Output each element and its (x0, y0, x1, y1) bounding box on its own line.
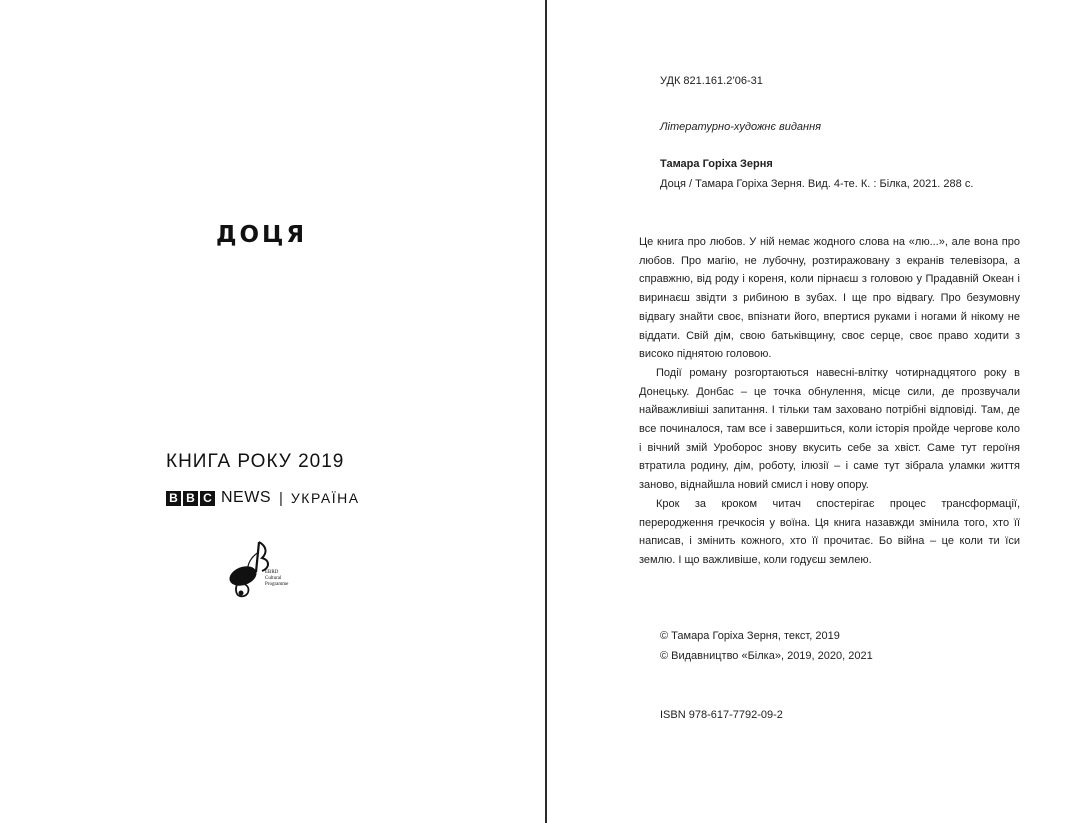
annotation-paragraph: Крок за кроком читач спостерігає процес трансформації, переродження гречкосія у воїна. Ця книга назавжди змінила того, хто її написав, і змінить кожного, хто її прочитає. Бо війна – це коли ти їси землю. І що важливіше, коли годуєш землею. (639, 497, 1020, 566)
ebrd-music-note-icon (226, 538, 306, 600)
udk-code: УДК 821.161.2’06-31 (660, 75, 763, 87)
copyright-publisher: © Видавництво «Білка», 2019, 2020, 2021 (660, 650, 873, 662)
bbc-separator: | (279, 489, 283, 507)
bbc-letter-block: C (200, 491, 215, 506)
ebrd-caption (265, 570, 288, 588)
author-name: Тамара Горіха Зерня (660, 158, 773, 170)
bbc-letter-block: B (183, 491, 198, 506)
bbc-news-label: NEWS (221, 489, 271, 506)
ebrd-caption-line: EBRD (265, 570, 279, 575)
copyright-text: © Тамара Горіха Зерня, текст, 2019 (660, 630, 840, 642)
annotation (639, 233, 1020, 570)
bbc-country-label: УКРАЇНА (290, 490, 360, 506)
genre-label: Літературно-художнє видання (660, 121, 821, 133)
bibliographic-record: Доця / Тамара Горіха Зерня. Вид. 4-те. К. : Білка, 2021. 288 с. (660, 178, 974, 190)
ebrd-caption-line: Programme (265, 582, 289, 587)
annotation-paragraph: Події роману розгортаються навесні-влітку чотирнадцятого року в Донецьку. Донбас – це точка обнулення, місце сили, де прозвучали найважливіші запитання. І тільки там заховано потрібні відповіді. Там, де все починалося, там все і завершиться, коли історія пройде чергове коло і вічний змій Уроборос знову вкусить себе за хвіст. Саме тут героїня втратила родину, дім, роботу, ілюзії – і саме тут зібрала уламки життя заново, віднайшла новий смисл і нову опору. (639, 366, 1020, 492)
isbn: ISBN 978-617-7792-09-2 (660, 709, 783, 721)
right-page (547, 0, 1089, 823)
bbc-letter-block: B (166, 491, 181, 506)
annotation-paragraph: Це книга про любов. У ній немає жодного слова на «лю...», але вона про любов. Про магію, не лубочну, розтиражовану з екранів телевізора, а справжню, від роду і кореня, коли пірнаєш з головою у Прадавній Океан і виринаєш звідти з рибиною в зубах. І ще про відвагу. Про безумовну відвагу знайти своє, впізнати його, впертися руками і ногами й нікому не віддати. Свій дім, свою батьківщину, своє серце, своє право ходити з високо піднятою головою. (639, 236, 1020, 361)
ebrd-caption-line: Cultural (265, 576, 282, 581)
award-line: КНИГА РОКУ 2019 (166, 451, 345, 472)
book-title: ДОЦЯ (216, 222, 308, 248)
bbc-blocks (166, 491, 215, 506)
bbc-news-ukraine-logo (166, 488, 360, 508)
